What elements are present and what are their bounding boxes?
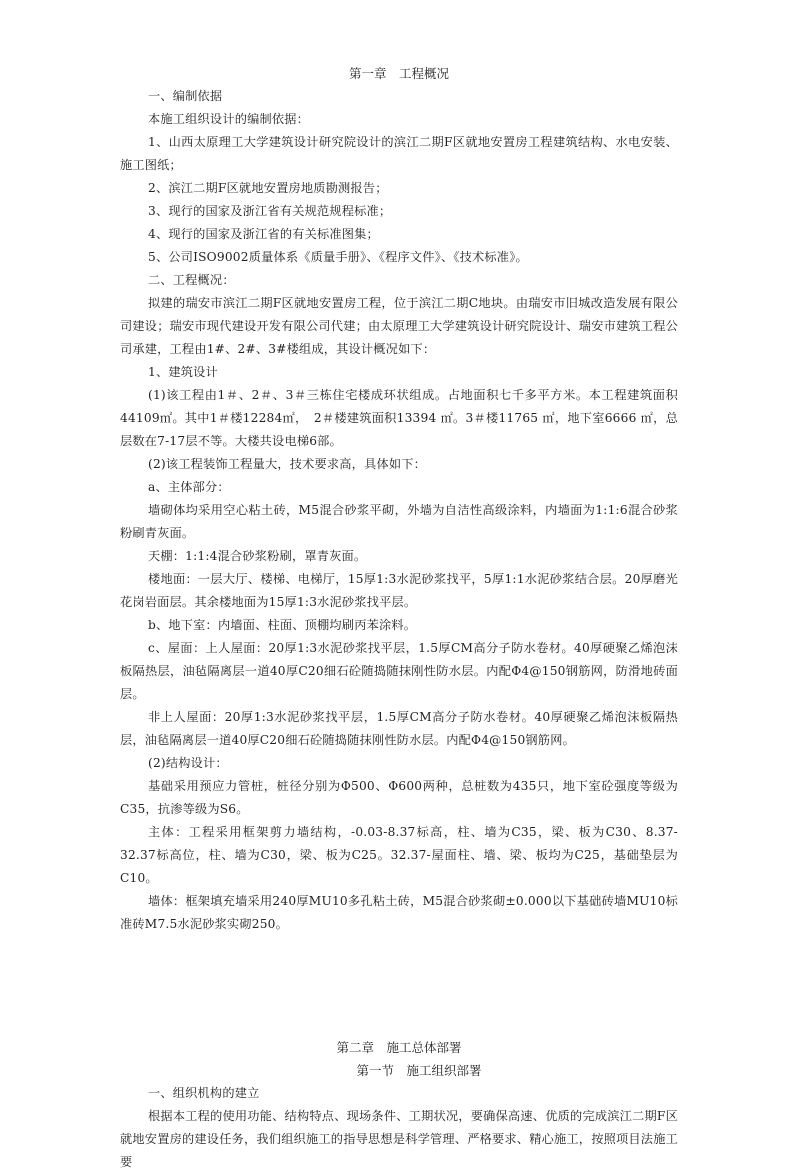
chapter-1-title: 第一章 工程概况 [348, 66, 449, 81]
chapter-gap [120, 936, 678, 1036]
arch-paragraph-1: (1)该工程由1＃、2＃、3＃三栋住宅楼成环状组成。占地面积七千多平方米。本工程建筑面积44109㎡。其中1＃楼12284㎡， 2＃楼建筑面积13394 ㎡。3＃楼11765 ㎡，地下室6666 ㎡，总层数在7-17层不等。大楼共设电梯6部。 [120, 388, 678, 448]
roof-non-access-text: 非上人屋面：20厚1:3水泥砂浆找平层，1.5厚CM高分子防水卷材。40厚硬聚乙烯泡沫板隔热层，油毡隔离层一道40厚C20细石砼随捣随抹刚性防水层。内配Φ4@150钢筋网。 [120, 710, 678, 747]
foundation-text: 基础采用预应力管桩，桩径分别为Φ500、Φ600两种，总桩数为435只，地下室砼强度等级为C35，抗渗等级为S6。 [120, 779, 678, 816]
basis-item-5: 5、公司ISO9002质量体系《质量手册》、《程序文件》、《技术标准》。 [148, 250, 528, 264]
ceiling-text: 天棚：1:1:4混合砂浆粉刷，罩青灰面。 [148, 549, 367, 563]
basis-item-1: 1、山西太原理工大学建筑设计研究院设计的滨江二期F区就地安置房工程建筑结构、水电安装、施工图纸； [120, 135, 678, 172]
basis-item-2: 2、滨江二期F区就地安置房地质勘测报告； [148, 181, 388, 195]
main-structure-heading: a、主体部分： [148, 480, 230, 494]
basis-heading: 一、编制依据 [148, 89, 223, 103]
arch-heading: 1、建筑设计 [148, 365, 218, 379]
main-body-text: 主体：工程采用框架剪力墙结构，-0.03-8.37标高，柱、墙为C35，梁、板为C30、8.37-32.37标高位，柱、墙为C30，梁、板为C25。32.37-屋面柱、墙、梁、板均为C25，基础垫层为C10。 [120, 825, 678, 885]
section-1-title: 第一节 施工组织部署 [356, 1063, 482, 1078]
floor-text: 楼地面：一层大厅、楼梯、电梯厅，15厚1:3水泥砂浆找平，5厚1:1水泥砂浆结合层。20厚磨光花岗岩面层。其余楼地面为15厚1:3水泥砂浆找平层。 [120, 572, 678, 609]
basis-item-4: 4、现行的国家及浙江省的有关标准图集； [148, 227, 379, 241]
arch-paragraph-2: (2)该工程装饰工程量大，技术要求高，具体如下： [148, 457, 427, 471]
roof-text: c、屋面：上人屋面：20厚1:3水泥砂浆找平层，1.5厚CM高分子防水卷材。40厚硬聚乙烯泡沫板隔热层，油毡隔离层一道40厚C20细石砼随捣随抹刚性防水层。内配Φ4@150钢筋网，防滑地砖面层。 [120, 641, 678, 701]
overview-heading: 二、工程概况： [148, 273, 235, 287]
basement-text: b、地下室：内墙面、柱面、顶棚均刷丙苯涂料。 [148, 618, 417, 632]
org-text: 根据本工程的使用功能、结构特点、现场条件、工期状况，要确保高速、优质的完成滨江二期F区就地安置房的建设任务，我们组织施工的指导思想是科学管理、严格要求、精心施工，按照项目法施工要 [120, 1109, 678, 1169]
basis-intro: 本施工组织设计的编制依据： [148, 112, 310, 126]
org-heading: 一、组织机构的建立 [148, 1086, 260, 1100]
chapter-2-title: 第二章 施工总体部署 [336, 1040, 462, 1055]
masonry-text: 墙体：框架填充墙采用240厚MU10多孔粘土砖，M5混合砂浆砌±0.000以下基础砖墙MU10标准砖M7.5水泥砂浆实砌250。 [120, 894, 678, 931]
structure-heading: (2)结构设计： [148, 756, 228, 770]
wall-text: 墙砌体均采用空心粘土砖，M5混合砂浆平砌，外墙为自洁性高级涂料，内墙面为1:1:6混合砂浆粉刷青灰面。 [120, 503, 678, 540]
document-page [120, 62, 678, 1174]
overview-text: 拟建的瑞安市滨江二期F区就地安置房工程，位于滨江二期C地块。由瑞安市旧城改造发展有限公司建设；瑞安市现代建设开发有限公司代建；由太原理工大学建筑设计研究院设计、瑞安市建筑工程公司承建，工程由1#、2#、3#楼组成，其设计概况如下： [120, 296, 678, 356]
basis-item-3: 3、现行的国家及浙江省有关规范规程标准； [148, 204, 392, 218]
